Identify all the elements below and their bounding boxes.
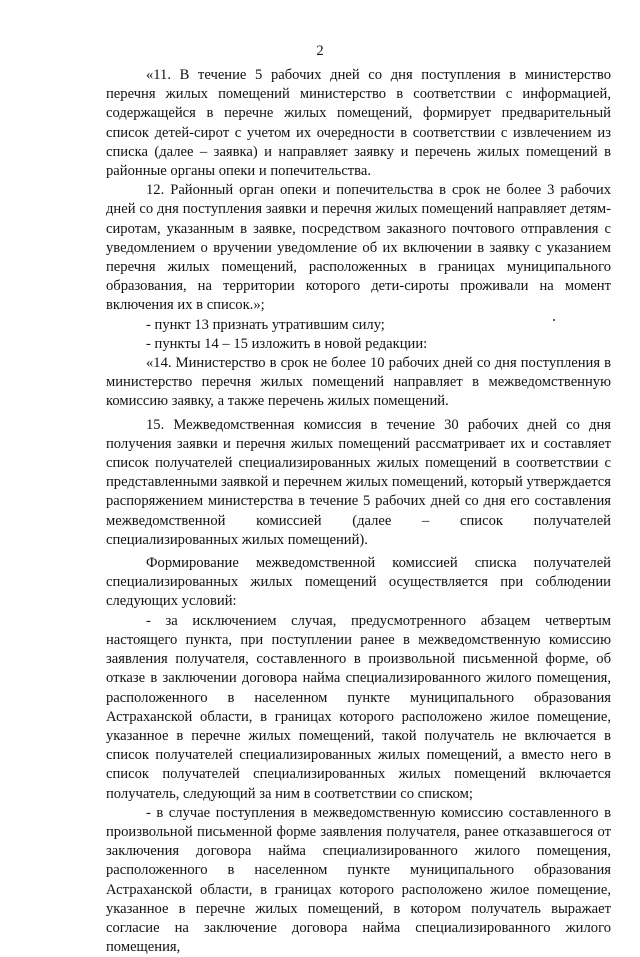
paragraph-condition-exclusion: - за исключением случая, предусмотренного абзацем четвертым настоящего пункта, при поступлении ранее в межведомственную комиссию заявления получателя, составленного в произвольной письменной форме, об отказе в заключении договора найма специализированного жилого помещения, расположенного в населенном пункте муниципального образования Астраханской области, в границах которого расположено жилое помещение, указанное в перечне жилых помещений, такой получатель не включается в список получателей специализированных жилых помещений, а вместо него в список получателей специализированных жилых помещений включается получатель, следующий за ним в соответствии со списком;: [106, 612, 611, 802]
paragraph-condition-consent: - в случае поступления в межведомственную комиссию составленного в произвольной письменной форме заявления получателя, ранее отказавшегося от заключения договора найма специализированного жилого помещения, расположенного в населенном пункте муниципального образования Астраханской области, в границах которого расположено жилое помещение, указанное в перечне жилых помещений, в котором получатель выражает согласие на заключение договора найма специализированного жилого помещения,: [106, 804, 611, 956]
paragraph-items-14-15-new-edition: - пункты 14 – 15 изложить в новой редакции:: [146, 335, 428, 352]
paragraph-item-13-repeal: - пункт 13 признать утратившим силу;: [146, 316, 385, 333]
paragraph-item-15: 15. Межведомственная комиссия в течение 30 рабочих дней со дня получения заявки и перечня жилых помещений рассматривает их и составляет список получателей специализированных жилых помещений в соответствии с представленными заявкой и перечнем жилых помещений, который утверждается распоряжением министерства в течение 5 рабочих дней со дня его составления межведомственной комиссией (далее – список получателей специализированных жилых помещений).: [106, 416, 611, 548]
scan-dot-mark: [553, 319, 555, 321]
paragraph-formation-conditions: Формирование межведомственной комиссией списка получателей специализированных жилых помещений осуществляется при соблюдении следующих условий:: [106, 555, 611, 610]
paragraph-item-12: 12. Районный орган опеки и попечительства в срок не более 3 рабочих дней со дня поступления заявки и перечня жилых помещений направляет детям-сиротам, указанным в заявке, посредством заказного почтового отправления с уведомлением о вручении уведомление об их включении в заявку с указанием перечня жилых помещений, расположенных в границах муниципального образования, на территории которого дети-сироты проживали на момент включения их в список.»;: [106, 182, 611, 314]
paragraph-item-14: «14. Министерство в срок не более 10 рабочих дней со дня поступления в министерство перечня жилых помещений направляет в межведомственную комиссию заявку, а также перечень жилых помещений.: [106, 355, 611, 410]
page-number: 2: [316, 43, 324, 59]
document-body: [106, 66, 611, 957]
paragraph-item-11: «11. В течение 5 рабочих дней со дня поступления в министерство перечня жилых помещений министерство в соответствии с информацией, содержащейся в перечне жилых помещений, формирует предварительный список детей-сирот с учетом их очередности в соответствии с извлечением из списка (далее – заявка) и направляет заявку и перечень жилых помещений в районные органы опеки и попечительства.: [106, 67, 611, 180]
